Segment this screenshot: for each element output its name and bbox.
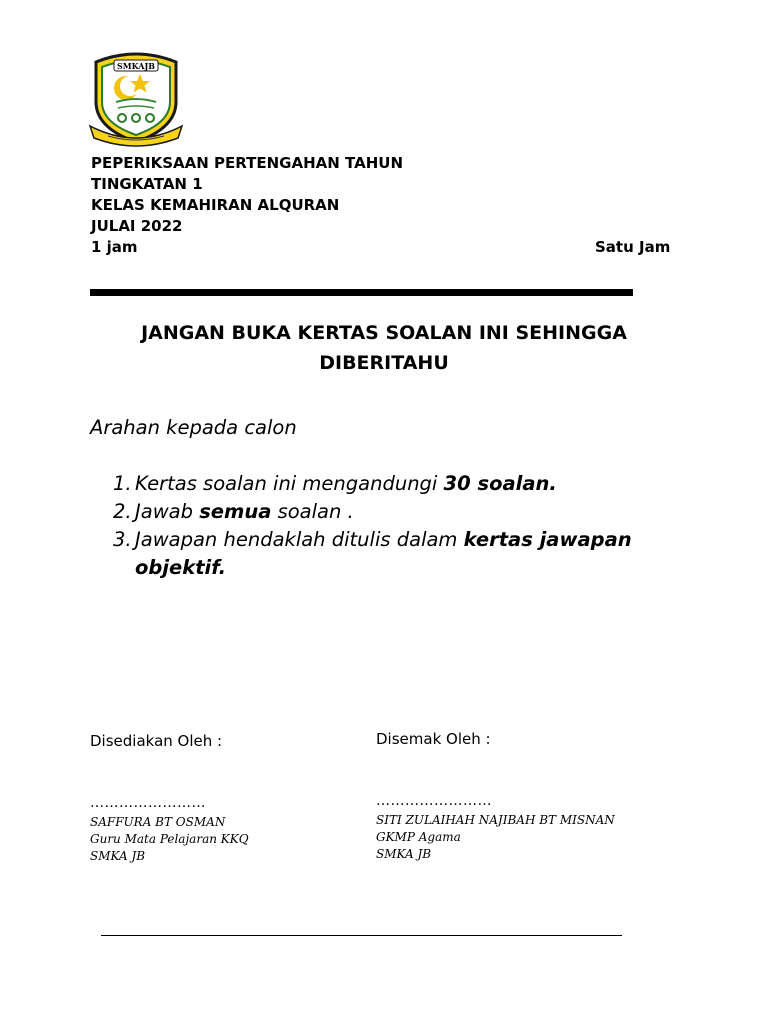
warning-line-2: DIBERITAHU bbox=[319, 352, 449, 374]
warning-line-1: JANGAN BUKA KERTAS SOALAN INI SEHINGGA bbox=[141, 322, 627, 344]
checker-school: SMKA JB bbox=[376, 847, 432, 861]
preparer-school: SMKA JB bbox=[90, 849, 146, 863]
instruction-emphasis: kertas jawapan bbox=[463, 528, 632, 551]
instruction-item bbox=[113, 526, 673, 582]
checked-signature-line: …………………… bbox=[376, 793, 492, 809]
checker-role: GKMP Agama bbox=[376, 830, 461, 844]
crest-text: SMKAJB bbox=[116, 61, 156, 71]
instruction-item bbox=[113, 498, 673, 526]
warning-notice bbox=[100, 318, 668, 378]
instruction-number: 2. bbox=[113, 500, 132, 523]
instruction-emphasis: 30 soalan. bbox=[443, 472, 557, 495]
instruction-item bbox=[113, 470, 673, 498]
checked-by-label: Disemak Oleh : bbox=[376, 730, 491, 748]
instruction-text: Jawapan hendaklah ditulis dalam bbox=[135, 528, 464, 551]
instruction-emphasis-continued: objektif. bbox=[135, 556, 227, 579]
instruction-number: 1. bbox=[113, 472, 132, 495]
instruction-text: Kertas soalan ini mengandungi bbox=[135, 472, 444, 495]
school-crest-logo bbox=[88, 50, 184, 150]
bottom-divider bbox=[101, 935, 622, 936]
prepared-by-label: Disediakan Oleh : bbox=[90, 732, 223, 750]
instructions-title: Arahan kepada calon bbox=[90, 416, 297, 439]
thick-divider bbox=[90, 289, 633, 296]
subject-name: KELAS KEMAHIRAN ALQURAN bbox=[91, 196, 340, 214]
exam-date: JULAI 2022 bbox=[91, 217, 183, 235]
instruction-text: Jawab bbox=[135, 500, 200, 523]
prepared-signature-line: …………………… bbox=[90, 795, 206, 811]
instruction-number: 3. bbox=[113, 528, 132, 551]
exam-title: PEPERIKSAAN PERTENGAHAN TAHUN bbox=[91, 154, 404, 172]
duration-numeric: 1 jam bbox=[91, 238, 138, 256]
checker-name: SITI ZULAIHAH NAJIBAH BT MISNAN bbox=[376, 813, 615, 827]
instruction-emphasis: semua bbox=[199, 500, 272, 523]
duration-words: Satu Jam bbox=[595, 238, 671, 256]
instruction-text-end: soalan . bbox=[271, 500, 354, 523]
preparer-role: Guru Mata Pelajaran KKQ bbox=[90, 832, 249, 846]
preparer-name: SAFFURA BT OSMAN bbox=[90, 815, 226, 829]
form-level: TINGKATAN 1 bbox=[91, 175, 203, 193]
